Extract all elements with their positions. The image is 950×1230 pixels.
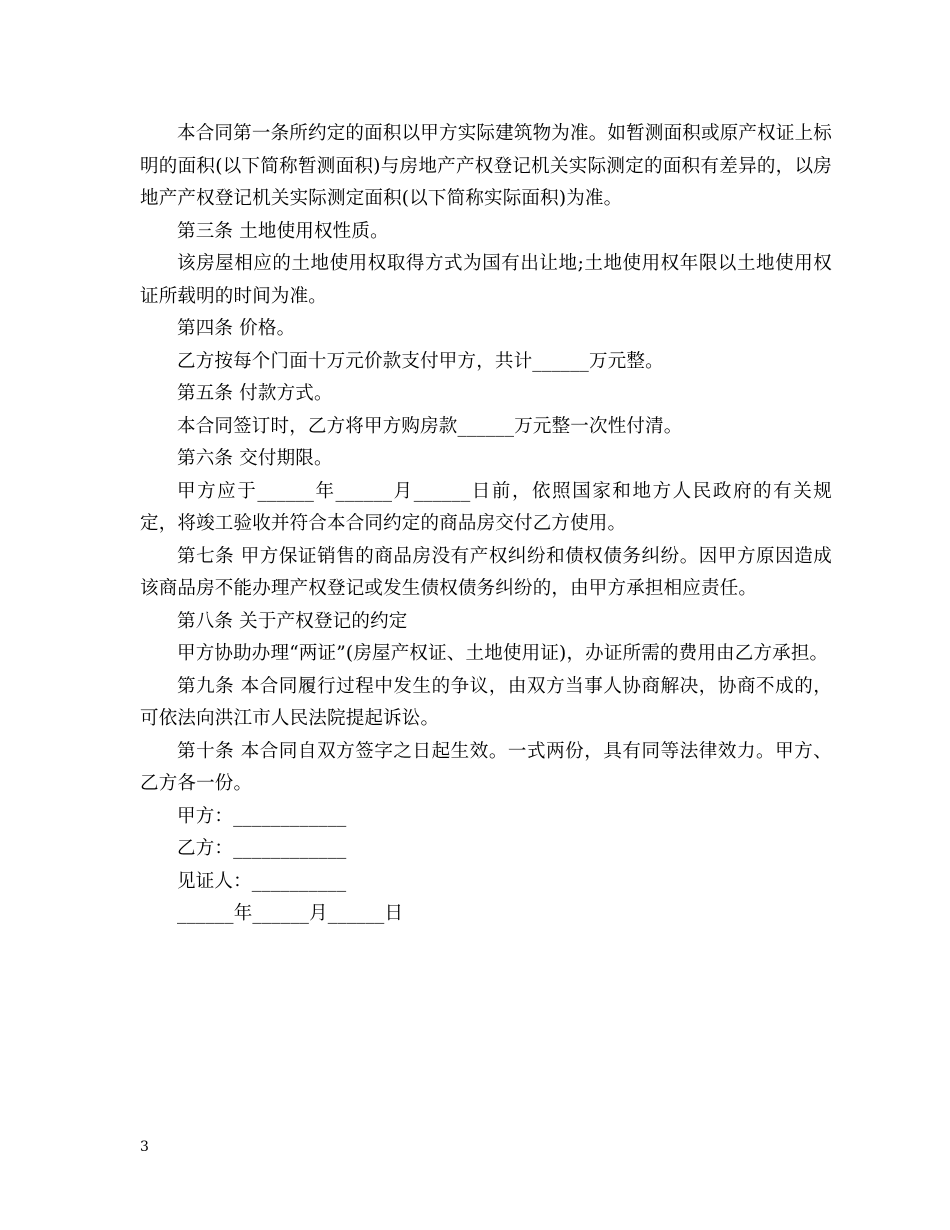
heading-article-8: 第八条 关于产权登记的约定: [177, 610, 408, 632]
paragraph-article-7: 第七条 甲方保证销售的商品房没有产权纠纷和债权债务纠纷。因甲方原因造成该商品房不能办理产权登记或发生债权债务纠纷的，由甲方承担相应责任。: [140, 545, 832, 599]
paragraph-land-use-right: 该房屋相应的土地使用权取得方式为国有出让地;土地使用权年限以土地使用权证所载明的时间为准。: [140, 253, 832, 307]
signature-party-a: 甲方：____________: [177, 805, 347, 827]
page-number: 3: [140, 1139, 149, 1155]
paragraph-article-10: 第十条 本合同自双方签字之日起生效。一式两份，具有同等法律效力。甲方、乙方各一份。: [140, 740, 832, 794]
paragraph-certificates: 甲方协助办理“两证”(房屋产权证、土地使用证)，办证所需的费用由乙方承担。: [177, 643, 829, 664]
paragraph-price: 乙方按每个门面十万元价款支付甲方，共计______万元整。: [177, 350, 664, 372]
heading-article-4: 第四条 价格。: [177, 318, 296, 339]
heading-article-5: 第五条 付款方式。: [177, 383, 333, 404]
signature-party-b: 乙方：____________: [177, 838, 347, 859]
paragraph-delivery: 甲方应于______年______月______日前，依照国家和地方人民政府的有关规定，将竣工验收并符合本合同约定的商品房交付乙方使用。: [140, 480, 832, 534]
signature-date: ______年______月______日: [177, 903, 404, 924]
paragraph-area-clause: 本合同第一条所约定的面积以甲方实际建筑物为准。如暂测面积或原产权证上标明的面积(以下简称暂测面积)与房地产产权登记机关实际测定的面积有差异的，以房地产产权登记机关实际测定面积(以下简称实际面积)为准。: [140, 123, 832, 209]
paragraph-payment: 本合同签订时，乙方将甲方购房款______万元整一次性付清。: [177, 415, 683, 437]
contract-page-body: [140, 118, 832, 931]
heading-article-6: 第六条 交付期限。: [177, 448, 333, 469]
heading-article-3: 第三条 土地使用权性质。: [177, 220, 389, 242]
paragraph-article-9: 第九条 本合同履行过程中发生的争议，由双方当事人协商解决，协商不成的，可依法向洪江市人民法院提起诉讼。: [140, 675, 832, 729]
signature-witness: 见证人：__________: [177, 870, 347, 892]
